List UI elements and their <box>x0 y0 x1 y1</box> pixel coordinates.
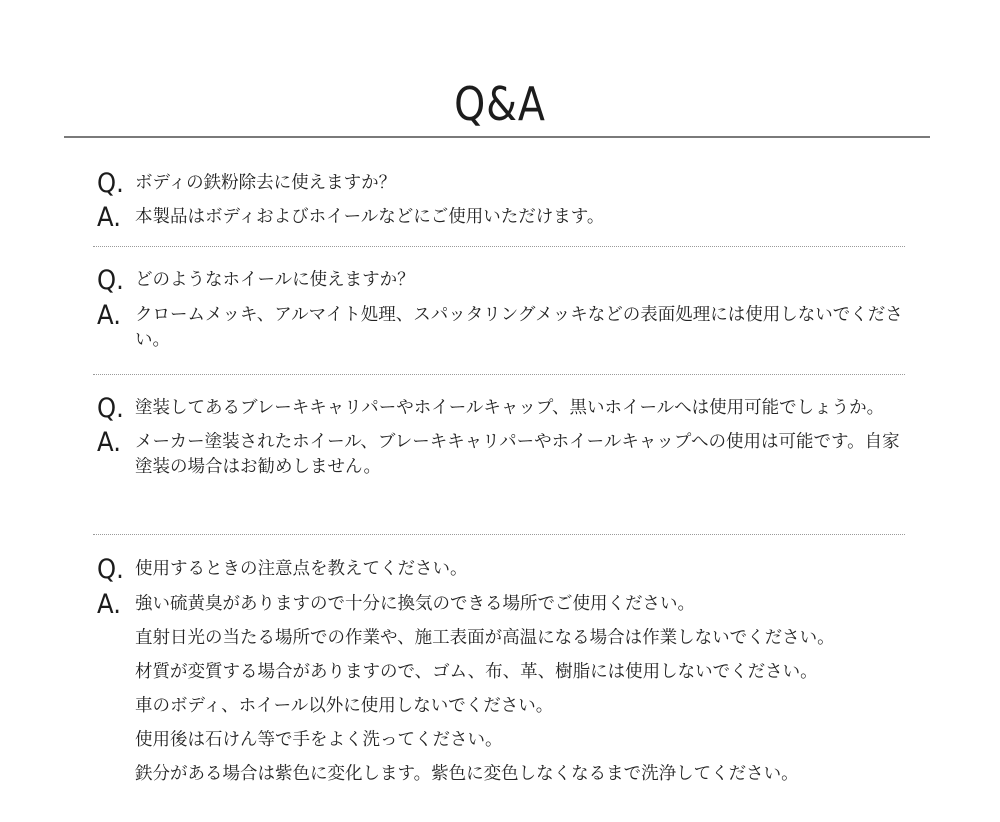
answer-line: 車のボディ、ホイール以外に使用しないでください。 <box>135 696 554 716</box>
answer-marker: A. <box>97 427 121 458</box>
answer-marker: A. <box>97 202 121 233</box>
qa-item-2 <box>97 265 909 353</box>
answer-marker: A. <box>97 300 121 331</box>
qa-item-4 <box>97 554 909 787</box>
question-row <box>97 554 909 585</box>
question-text: どのようなホイールに使えますか？ <box>135 270 415 290</box>
answer-line: 使用後は石けん等で手をよく洗ってください。 <box>135 730 503 750</box>
question-marker: Q. <box>97 393 124 424</box>
question-marker: Q. <box>97 168 124 199</box>
question-row <box>97 265 909 296</box>
question-row <box>97 168 909 199</box>
answer-text: メーカー塗装されたホイール、ブレーキキャリパーやホイールキャップへの使用は可能です。自家塗装の場合はお勧めしません。 <box>135 432 900 477</box>
answer-marker: A. <box>97 589 121 620</box>
question-row <box>97 393 909 424</box>
answer-line: 鉄分がある場合は紫色に変化します。紫色に変色しなくなるまで洗浄してください。 <box>135 764 799 784</box>
qa-divider <box>93 374 905 375</box>
qa-divider <box>93 534 905 535</box>
question-marker: Q. <box>97 554 124 585</box>
qa-item-1 <box>97 168 909 233</box>
answer-line: 材質が変質する場合がありますので、ゴム、布、革、樹脂には使用しないでください。 <box>135 662 818 682</box>
answer-text-list <box>135 592 909 787</box>
answer-row <box>97 427 909 480</box>
answer-row <box>97 300 909 353</box>
answer-line: 直射日光の当たる場所での作業や、施工表面が高温になる場合は作業しないでください。 <box>135 628 835 648</box>
answer-row <box>97 202 909 233</box>
qa-divider <box>93 246 905 247</box>
question-marker: Q. <box>97 265 124 296</box>
question-text: 塗装してあるブレーキキャリパーやホイールキャップ、黒いホイールへは使用可能でしょうか。 <box>135 398 885 418</box>
answer-line: 強い硫黄臭がありますので十分に換気のできる場所でご使用ください。 <box>135 594 695 614</box>
answer-row <box>97 589 909 787</box>
title-divider <box>64 136 930 138</box>
question-text: ボディの鉄粉除去に使えますか？ <box>135 173 397 193</box>
qa-item-3 <box>97 393 909 480</box>
answer-text: クロームメッキ、アルマイト処理、スパッタリングメッキなどの表面処理には使用しないでください。 <box>135 305 903 350</box>
question-text: 使用するときの注意点を教えてください。 <box>135 559 468 579</box>
answer-text: 本製品はボディおよびホイールなどにご使用いただけます。 <box>135 207 605 227</box>
page-title: Q&A <box>454 77 546 131</box>
